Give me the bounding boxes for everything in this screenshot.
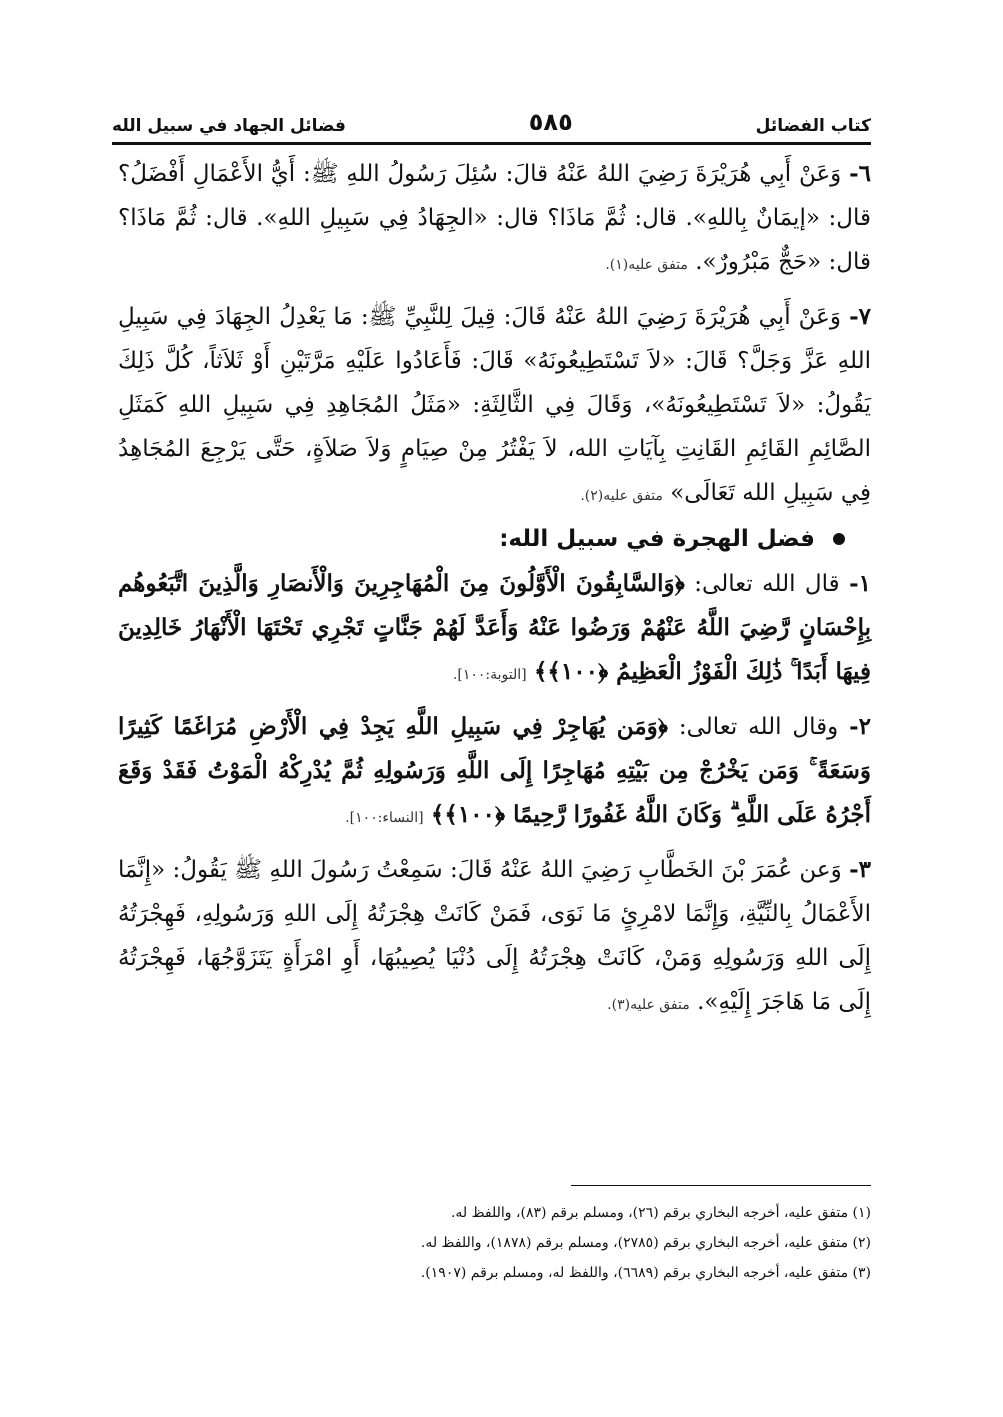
book-title: كتاب الفضائل <box>755 116 871 136</box>
verse-intro: قال الله تعالى: <box>694 571 840 597</box>
section-title-text: فضل الهجرة في سبيل الله: <box>499 526 815 552</box>
verse-intro: وقال الله تعالى: <box>678 714 839 740</box>
page-number: ٥٨٥ <box>528 108 573 136</box>
item-number: ٦- <box>849 160 871 187</box>
section-heading <box>118 526 871 552</box>
footnote-3: (٣) متفق عليه، أخرجه البخاري برقم (٦٦٨٩)، واللفظ له، ومسلم برقم (١٩٠٧). <box>420 1265 871 1281</box>
verse-reference: [النساء:١٠٠]. <box>345 810 424 826</box>
hadith-7 <box>118 295 871 518</box>
quran-verse: ﴿وَمَن يُهَاجِرْ فِي سَبِيلِ اللَّهِ يَجِدْ فِي الْأَرْضِ مُرَاغَمًا كَثِيرًا وَسَعَةً ۚ وَمَن يَخْرُجْ مِن بَيْتِهِ مُهَاجِرًا إِلَى اللَّهِ وَرَسُولِهِ ثُمَّ يُدْرِكْهُ الْمَوْتُ فَقَدْ وَقَعَ أَجْرُهُ عَلَى اللَّهِ ۗ وَكَانَ اللَّهُ غَفُورًا رَّحِيمًا ﴿١٠٠﴾﴾ <box>118 713 871 828</box>
hadith-reference: متفق عليه(١). <box>605 257 688 273</box>
hadith-item-3 <box>118 848 871 1027</box>
hadith-6 <box>118 152 871 287</box>
footnotes <box>118 1198 871 1288</box>
page-body <box>118 152 871 1035</box>
bullet-icon <box>833 533 845 545</box>
verse-reference: [التوبة:١٠٠]. <box>452 667 527 683</box>
running-header <box>112 96 871 145</box>
item-number: ٧- <box>849 303 872 330</box>
hadith-reference: متفق عليه(٣). <box>607 997 690 1013</box>
quran-verse: ﴿وَالسَّابِقُونَ الْأَوَّلُونَ مِنَ الْمُهَاجِرِينَ وَالْأَنصَارِ وَالَّذِينَ اتَّبَعُوهُم بِإِحْسَانٍ رَّضِيَ اللَّهُ عَنْهُمْ وَرَضُوا عَنْهُ وَأَعَدَّ لَهُمْ جَنَّاتٍ تَجْرِي تَحْتَهَا الْأَنْهَارُ خَالِدِينَ فِيهَا أَبَدًا ۚ ذَٰلِكَ الْفَوْزُ الْعَظِيمُ ﴿١٠٠﴾﴾ <box>118 570 871 685</box>
quran-item-2 <box>118 705 871 840</box>
chapter-title: فضائل الجهاد في سبيل الله <box>112 116 346 136</box>
footnote-divider <box>571 1185 871 1186</box>
hadith-text: وَعَنْ أَبِي هُرَيْرَةَ رَضِيَ اللهُ عَنْهُ قَالَ: قِيلَ لِلنَّبِيِّ ﷺ: مَا يَعْدِلُ الجِهَادَ فِي سَبِيلِ اللهِ عَزَّ وَجَلَّ؟ قَالَ: «لاَ تَسْتَطِيعُونَهُ» قَالَ: فَأَعَادُوا عَلَيْهِ مَرَّتَيْنِ أَوْ ثَلاَثاً، كُلَّ ذَلِكَ يَقُولُ: «لاَ تَسْتَطِيعُونَهُ»، وَقَالَ فِي الثَّالِثَةِ: «مَثَلُ المُجَاهِدِ فِي سَبِيلِ اللهِ كَمَثَلِ الصَّائِمِ القَائِمِ القَانِتِ بِآيَاتِ الله، لاَ يَفْتُرُ مِنْ صِيَامٍ وَلاَ صَلاَةٍ، حَتَّى يَرْجِعَ المُجَاهِدُ فِي سَبِيلِ الله تَعَالَى» <box>118 304 871 506</box>
hadith-reference: متفق عليه(٢). <box>580 488 663 504</box>
item-number: ١- <box>849 570 871 597</box>
item-number: ٣- <box>849 856 872 883</box>
quran-item-1 <box>118 562 871 697</box>
hadith-text: وَعَنْ أَبِي هُرَيْرَةَ رَضِيَ اللهُ عَنْهُ قالَ: سُئِلَ رَسُولُ اللهِ ﷺ: أَيُّ الأَعْمَالِ أَفْضَلُ؟ قال: «إيمَانٌ بِاللهِ». قال: ثُمَّ مَاذَا؟ قال: «الجِهَادُ فِي سَبِيلِ اللهِ». قال: ثُمَّ مَاذَا؟ قال: «حَجٌّ مَبْرُورٌ». <box>118 161 871 275</box>
footnote-1: (١) متفق عليه، أخرجه البخاري برقم (٢٦)، ومسلم برقم (٨٣)، واللفظ له. <box>450 1205 871 1221</box>
footnote-2: (٢) متفق عليه، أخرجه البخاري برقم (٢٧٨٥)، ومسلم برقم (١٨٧٨)، واللفظ له. <box>420 1235 871 1251</box>
item-number: ٢- <box>849 713 871 740</box>
hadith-text: وَعن عُمَرَ بْنَ الخَطَّابِ رَضِيَ اللهُ عَنْهُ قَالَ: سَمِعْتُ رَسُولَ اللهِ ﷺ يَقُولُ: «إِنَّمَا الأَعْمَالُ بِالنِّيَّةِ، وَإِنَّمَا لامْرِئٍ مَا نَوَى، فَمَنْ كَانَتْ هِجْرَتُهُ إِلَى اللهِ وَرَسُولِهِ، فَهِجْرَتُهُ إِلَى اللهِ وَرَسُولِهِ وَمَنْ، كَانَتْ هِجْرَتُهُ إِلَى دُنْيَا يُصِيبُهَا، أَوِ امْرَأَةٍ يَتَزَوَّجُهَا، فَهِجْرَتُهُ إِلَى مَا هَاجَرَ إِلَيْهِ». <box>118 857 871 1015</box>
